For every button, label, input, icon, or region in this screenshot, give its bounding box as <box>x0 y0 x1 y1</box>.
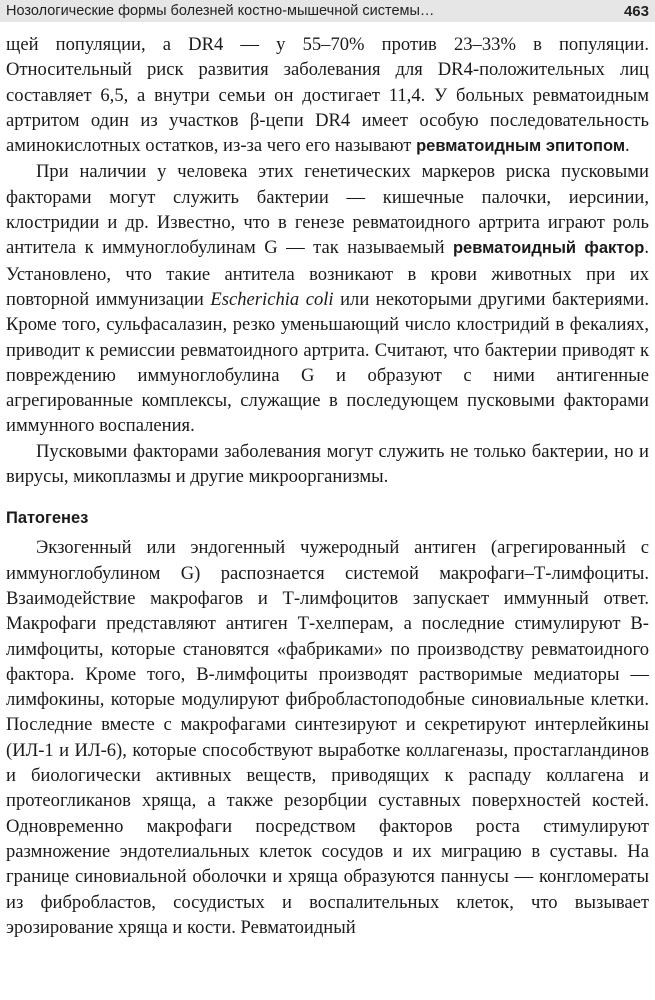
paragraph-pathogenesis <box>6 535 649 940</box>
paragraph-other-triggers <box>6 439 649 490</box>
paragraph-continuation <box>6 32 649 159</box>
section-heading-pathogenesis: Патогенез <box>6 509 89 528</box>
running-header <box>0 0 655 22</box>
paragraph-trigger-factors <box>6 159 649 438</box>
paragraph-text: Пусковыми факторами заболевания могут служить не только бактерии, но и вирусы, микоплазмы и другие микроорганизмы. <box>6 440 649 488</box>
paragraph-text: . Установлено, что такие антитела возникают в крови животных при их повторной иммунизации <box>6 237 649 310</box>
term-rheumatoid-factor: ревматоидный фактор <box>452 239 645 258</box>
paragraph-text: щей популяции, а DR4 — у 55–70% против 23–33% в популяции. Относительный риск развития заболевания для DR4-положительных лиц составляет 6,5, а внутри семьи он достигает 11,4. У больных ревматоидным артритом один из участков β-цепи DR4 имеет особую последовательность аминокислотных остатков, из-за чего его называют <box>6 34 649 157</box>
body-text <box>6 32 649 940</box>
paragraph-text: . <box>625 135 630 157</box>
paragraph-text: или некоторыми другими бактериями. Кроме того, сульфасалазин, резко уменьшающий число клостридий в фекалиях, приводит к ремиссии ревматоидного артрита. Считают, что бактерии приводят к повреждению иммуноглобулина G и образуют с ними антигенные агрегированные комплексы, служащие в последующем пусковыми факторами иммунного воспаления. <box>6 288 649 437</box>
species-name: Escherichia coli <box>210 288 334 310</box>
paragraph-text: При наличии у человека этих генетических маркеров риска пусковыми факторами могут служить бактерии — кишечные палочки, иерсинии, клостридии и др. Известно, что в генезе ревматоидного артрита играют роль антитела к иммуноглобулинам G — так называемый <box>6 161 649 259</box>
page-number: 463 <box>623 2 649 20</box>
paragraph-text: Экзогенный или эндогенный чужеродный антиген (агрегированный с иммуноглобулином G) распознается системой макрофаги–Т-лимфоциты. Взаимодействие макрофагов и Т-лимфоцитов запускает иммунный ответ. Макрофаги представляют антиген Т-хелперам, а последние стимулируют В-лимфоциты, которые становятся «фабриками» по производству ревматоидного фактора. Кроме того, В-лимфоциты производят растворимые медиаторы — лимфокины, которые модулируют фибробластоподобные синовиальные клетки. Последние вместе с макрофагами синтезируют и секретируют интерлейкины (ИЛ-1 и ИЛ-6), которые способствуют выработке коллагеназы, простагландинов и биологически активных веществ, приводящих к распаду коллагена и протеогликанов хряща, а также резорбции суставных поверхностей костей. Одновременно макрофаги посредством факторов роста стимулируют размножение эндотелиальных клеток сосудов и их миграцию в суставы. На границе синовиальной оболочки и хряща образуются паннусы — конгломераты из фибробластов, сосудистых и воспалительных клеток, что вызывает эрозирование хряща и кости. Ревматоидный <box>6 537 649 938</box>
term-rheumatoid-epitope: ревматоидным эпитопом <box>416 137 626 156</box>
running-title: Нозологические формы болезней костно-мышечной системы… <box>6 3 435 19</box>
